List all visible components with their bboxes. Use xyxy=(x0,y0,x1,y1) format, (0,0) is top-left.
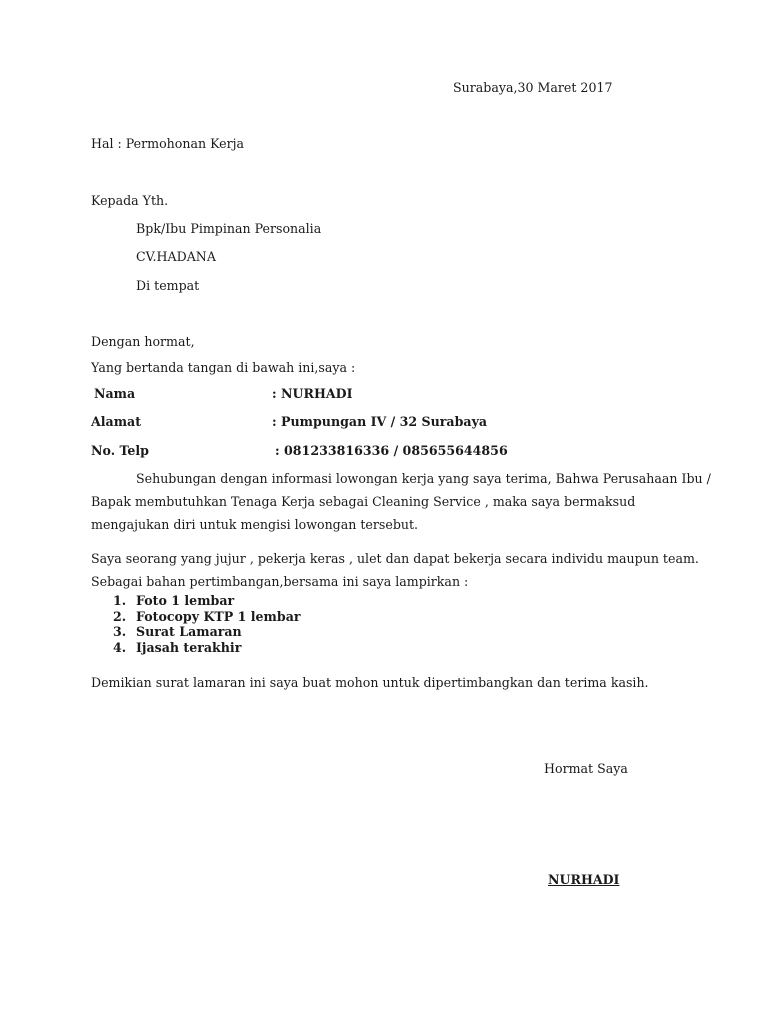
list-item-number: 2. xyxy=(113,608,127,624)
list-item-text: Ijasah terakhir xyxy=(136,639,242,655)
list-item-number: 3. xyxy=(113,624,127,639)
paragraph-1-line-1: Sehubungan dengan informasi lowongan kerja yang saya terima, Bahwa Perusahaan Ibu / xyxy=(136,471,711,486)
subject-line: Hal : Permohonan Kerja xyxy=(91,136,245,151)
recipient-line-2: CV.HADANA xyxy=(136,249,216,264)
recipient-line-1: Bpk/Ibu Pimpinan Personalia xyxy=(136,221,322,236)
attachments-list xyxy=(91,593,301,655)
intro-line: Yang bertanda tangan di bawah ini,saya : xyxy=(91,360,356,375)
detail-label-name: Nama xyxy=(94,386,136,401)
greeting: Dengan hormat, xyxy=(91,334,195,349)
detail-label-address: Alamat xyxy=(91,414,142,429)
list-item xyxy=(91,609,301,625)
list-item-text: Fotocopy KTP 1 lembar xyxy=(136,608,301,624)
signoff: Hormat Saya xyxy=(544,761,628,776)
attachments-intro: Sebagai bahan pertimbangan,bersama ini saya lampirkan : xyxy=(91,574,469,589)
list-item-text: Foto 1 lembar xyxy=(136,593,235,608)
recipient-salutation: Kepada Yth. xyxy=(91,193,169,208)
list-item-text: Surat Lamaran xyxy=(136,624,242,639)
closing-line: Demikian surat lamaran ini saya buat mohon untuk dipertimbangkan dan terima kasih. xyxy=(91,675,649,690)
detail-value-name: : NURHADI xyxy=(272,386,353,401)
recipient-line-3: Di tempat xyxy=(136,278,200,293)
detail-value-phone: : 081233816336 / 085655644856 xyxy=(275,443,508,458)
list-item-number: 4. xyxy=(113,639,127,655)
paragraph-1-line-2: Bapak membutuhkan Tenaga Kerja sebagai Cleaning Service , maka saya bermaksud xyxy=(91,494,636,509)
paragraph-2: Saya seorang yang jujur , pekerja keras , ulet dan dapat bekerja secara individu maupun team. xyxy=(91,551,699,566)
paragraph-1-line-3: mengajukan diri untuk mengisi lowongan tersebut. xyxy=(91,517,419,532)
list-item xyxy=(91,624,301,640)
signature-name: NURHADI xyxy=(548,872,620,887)
detail-label-phone: No. Telp xyxy=(91,443,149,458)
list-item xyxy=(91,640,301,656)
list-item xyxy=(91,593,301,609)
list-item-number: 1. xyxy=(113,593,127,608)
place-date: Surabaya,30 Maret 2017 xyxy=(453,80,613,95)
detail-value-address: : Pumpungan IV / 32 Surabaya xyxy=(272,414,488,429)
